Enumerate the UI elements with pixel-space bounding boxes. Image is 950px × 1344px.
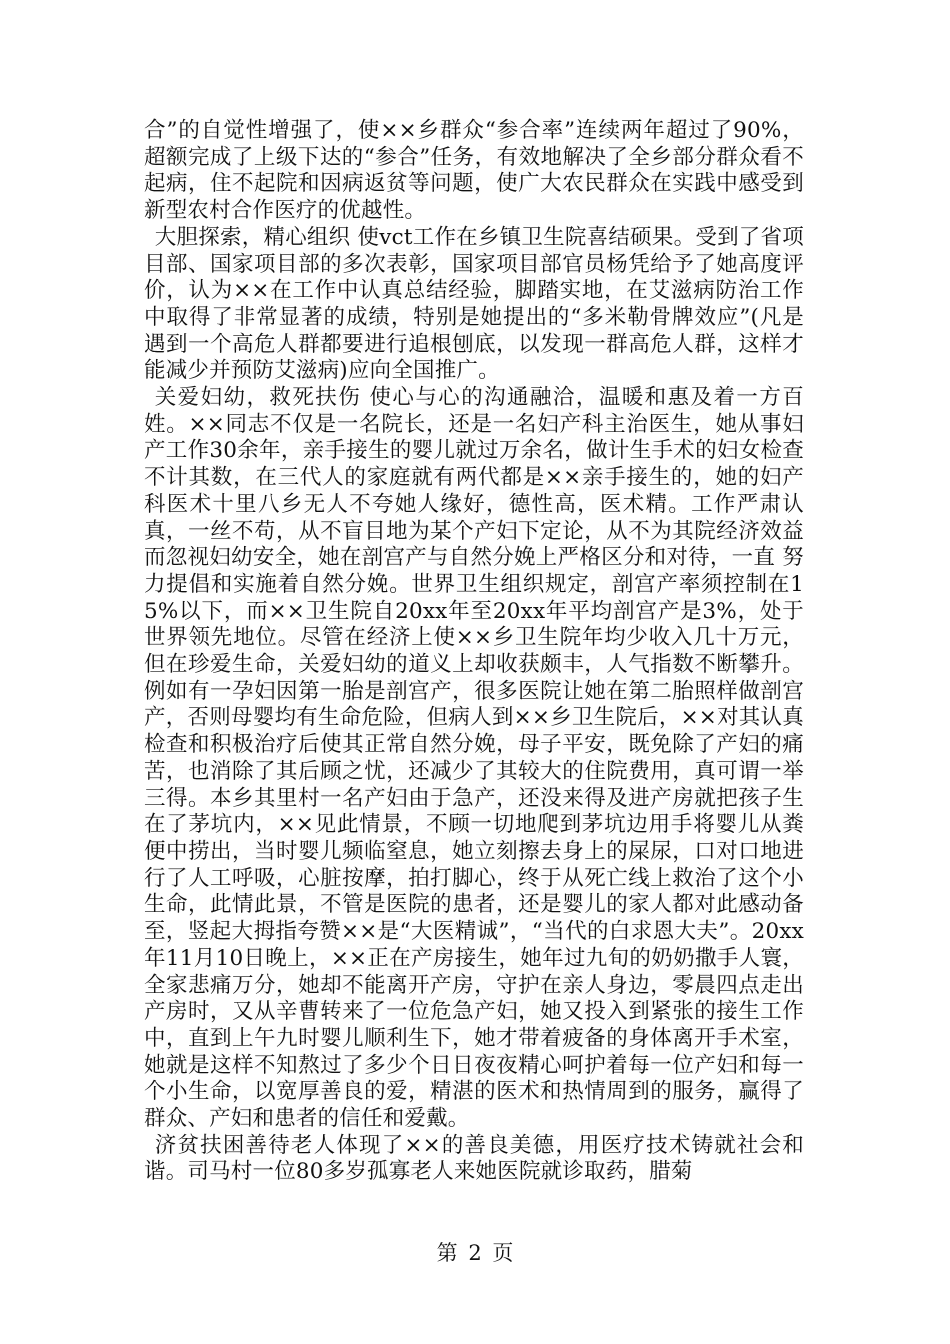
- paragraph-2: 大胆探索，精心组织 使vct工作在乡镇卫生院喜结硕果。受到了省项目部、国家项目部的多次表彰，国家项目部官员杨凭给予了她高度评价，认为××在工作中认真总结经验，脚踏实地，在艾滋病防治工作中取得了非常显著的成绩，特别是她提出的“多米勒骨牌效应”(凡是遇到一个高危人群都要进行追根刨底，以发现一群高危人群，这样才能减少并预防艾滋病)应向全国推广。: [144, 224, 804, 384]
- paragraph-4: 济贫扶困善待老人体现了××的善良美德，用医疗技术铸就社会和谐。司马村一位80多岁孤寡老人来她医院就诊取药，腊菊: [144, 1132, 804, 1185]
- page-number: 第 2 页: [436, 1241, 514, 1265]
- paragraph-3: 关爱妇幼，救死扶伤 使心与心的沟通融洽，温暖和惠及着一方百姓。××同志不仅是一名院长，还是一名妇产科主治医生，她从事妇产工作30余年，亲手接生的婴儿就过万余名，做计生手术的妇女检查不计其数，在三代人的家庭就有两代都是××亲手接生的，她的妇产科医术十里八乡无人不夸她人缘好，德性高，医术精。工作严肃认真，一丝不苟，从不盲目地为某个产妇下定论，从不为其院经济效益而忽视妇幼安全，她在剖宫产与自然分娩上严格区分和对待，一直 努力提倡和实施着自然分娩。世界卫生组织规定，剖宫产率须控制在15%以下，而××卫生院自20xx年至20xx年平均剖宫产是3%，处于世界领先地位。尽管在经济上使××乡卫生院年均少收入几十万元，但在珍爱生命，关爱妇幼的道义上却收获颇丰，人气指数不断攀升。例如有一孕妇因第一胎是剖宫产，很多医院让她在第二胎照样做剖宫产，否则母婴均有生命危险，但病人到××乡卫生院后，××对其认真检查和积极治疗后使其正常自然分娩，母子平安，既免除了产妇的痛苦，也消除了其后顾之忧，还减少了其较大的住院费用，真可谓一举三得。本乡其里村一名产妇由于急产，还没来得及进产房就把孩子生在了茅坑内，××见此情景，不顾一切地爬到茅坑边用手将婴儿从粪便中捞出，当时婴儿频临窒息，她立刻擦去身上的屎尿，口对口地进行了人工呼吸，心脏按摩，拍打脚心，终于从死亡线上救治了这个小生命，此情此景，不管是医院的患者，还是婴儿的家人都对此感动备至，竖起大拇指夸赞××是“大医精诚”，“当代的白求恩大夫”。20xx年11月10日晚上，××正在产房接生，她年过九旬的奶奶撒手人寰，全家悲痛万分，她却不能离开产房，守护在亲人身边，零晨四点走出产房时，又从辛曹转来了一位危急产妇，她又投入到紧张的接生工作中，直到上午九时婴儿顺利生下，她才带着疲备的身体离开手术室，她就是这样不知熬过了多少个日日夜夜精心呵护着每一位产妇和每一个小生命，以宽厚善良的爱，精湛的医术和热情周到的服务，赢得了群众、产妇和患者的信任和爱戴。: [144, 385, 804, 1132]
- paragraph-1: 合”的自觉性增强了，使××乡群众“参合率”连续两年超过了90%，超额完成了上级下达的“参合”任务，有效地解决了全乡部分群众看不起病，住不起院和因病返贫等问题，使广大农民群众在实践中感受到新型农村合作医疗的优越性。: [144, 118, 804, 224]
- document-body: [144, 118, 804, 1186]
